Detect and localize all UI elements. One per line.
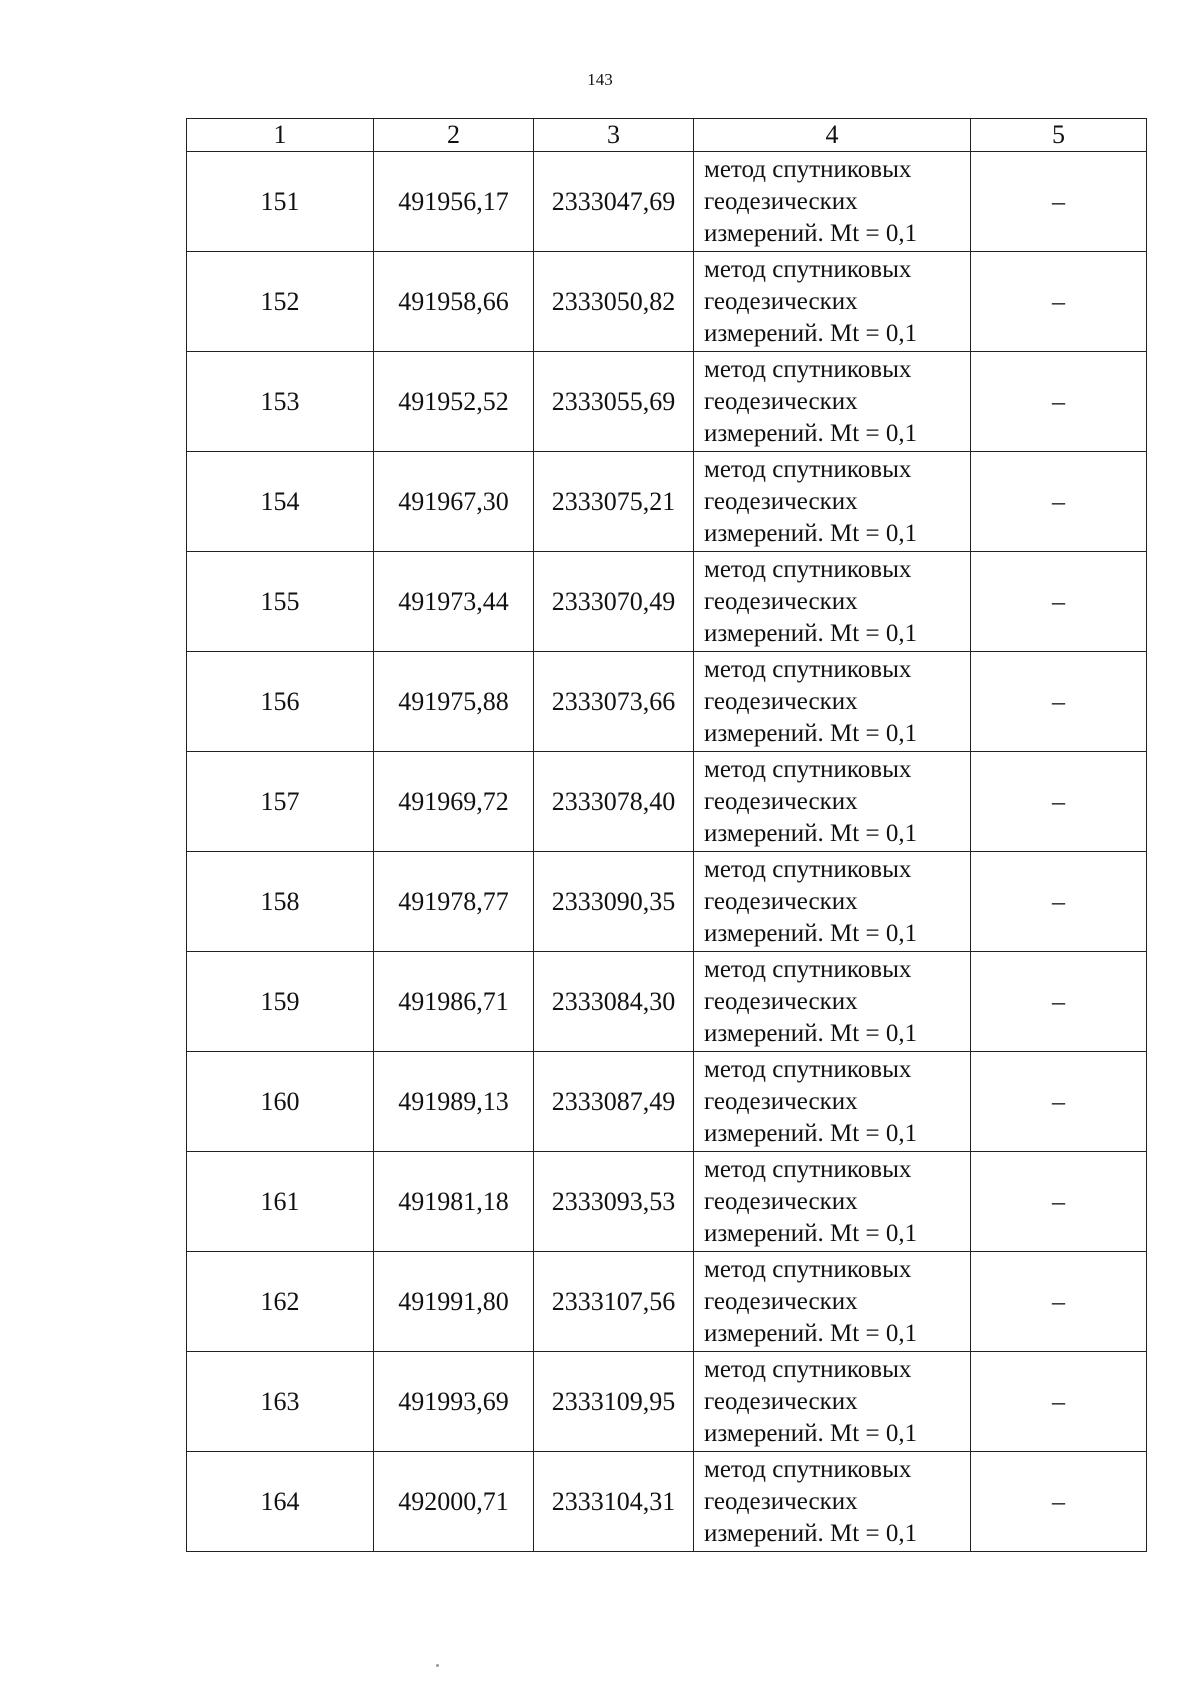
- method-line: измерений. Mt = 0,1: [704, 919, 918, 947]
- method-cell: [694, 1252, 971, 1352]
- x-coordinate-cell: 491952,52: [374, 352, 534, 452]
- x-coordinate-cell: 491993,69: [374, 1352, 534, 1452]
- point-number-cell: 156: [187, 652, 374, 752]
- table-row: [187, 1352, 1147, 1452]
- y-coordinate-cell: 2333109,95: [534, 1352, 694, 1452]
- note-cell: –: [971, 1052, 1147, 1152]
- method-cell: [694, 352, 971, 452]
- method-line: геодезических: [704, 387, 858, 415]
- method-line: измерений. Mt = 0,1: [704, 1019, 918, 1047]
- table-row: [187, 552, 1147, 652]
- table-row: [187, 452, 1147, 552]
- y-coordinate-cell: 2333093,53: [534, 1152, 694, 1252]
- x-coordinate-cell: 491989,13: [374, 1052, 534, 1152]
- y-coordinate-cell: 2333073,66: [534, 652, 694, 752]
- table-row: [187, 952, 1147, 1052]
- method-line: метод спутниковых: [704, 855, 912, 883]
- table-row: [187, 1452, 1147, 1552]
- note-cell: –: [971, 452, 1147, 552]
- y-coordinate-cell: 2333107,56: [534, 1252, 694, 1352]
- method-cell: [694, 152, 971, 252]
- method-line: метод спутниковых: [704, 755, 912, 783]
- y-coordinate-cell: 2333087,49: [534, 1052, 694, 1152]
- x-coordinate-cell: 491981,18: [374, 1152, 534, 1252]
- y-coordinate-cell: 2333070,49: [534, 552, 694, 652]
- point-number-cell: 155: [187, 552, 374, 652]
- method-cell: [694, 952, 971, 1052]
- header-row: [187, 119, 1147, 152]
- method-cell: [694, 452, 971, 552]
- header-col-5: 5: [971, 119, 1147, 152]
- method-line: геодезических: [704, 287, 858, 315]
- method-cell: [694, 852, 971, 952]
- method-line: метод спутниковых: [704, 155, 912, 183]
- x-coordinate-cell: 492000,71: [374, 1452, 534, 1552]
- table-row: [187, 1052, 1147, 1152]
- method-line: геодезических: [704, 1287, 858, 1315]
- coordinates-table: [186, 118, 1147, 1552]
- method-line: геодезических: [704, 487, 858, 515]
- point-number-cell: 153: [187, 352, 374, 452]
- scan-speck: [436, 1664, 439, 1667]
- point-number-cell: 152: [187, 252, 374, 352]
- method-line: метод спутниковых: [704, 1155, 912, 1183]
- method-line: измерений. Mt = 0,1: [704, 619, 918, 647]
- table-row: [187, 252, 1147, 352]
- coordinates-table-container: [186, 118, 1146, 1552]
- method-line: измерений. Mt = 0,1: [704, 1319, 918, 1347]
- method-cell: [694, 552, 971, 652]
- note-cell: –: [971, 952, 1147, 1052]
- note-cell: –: [971, 752, 1147, 852]
- method-line: геодезических: [704, 987, 858, 1015]
- method-cell: [694, 252, 971, 352]
- table-row: [187, 1152, 1147, 1252]
- note-cell: –: [971, 252, 1147, 352]
- method-line: измерений. Mt = 0,1: [704, 519, 918, 547]
- method-line: измерений. Mt = 0,1: [704, 1219, 918, 1247]
- method-line: измерений. Mt = 0,1: [704, 319, 918, 347]
- method-line: геодезических: [704, 787, 858, 815]
- method-line: геодезических: [704, 187, 858, 215]
- method-line: метод спутниковых: [704, 555, 912, 583]
- point-number-cell: 163: [187, 1352, 374, 1452]
- y-coordinate-cell: 2333050,82: [534, 252, 694, 352]
- x-coordinate-cell: 491978,77: [374, 852, 534, 952]
- method-line: геодезических: [704, 1187, 858, 1215]
- note-cell: –: [971, 1452, 1147, 1552]
- note-cell: –: [971, 1152, 1147, 1252]
- point-number-cell: 164: [187, 1452, 374, 1552]
- method-cell: [694, 1352, 971, 1452]
- header-col-4: 4: [694, 119, 971, 152]
- method-line: геодезических: [704, 687, 858, 715]
- y-coordinate-cell: 2333055,69: [534, 352, 694, 452]
- method-line: метод спутниковых: [704, 1455, 912, 1483]
- point-number-cell: 151: [187, 152, 374, 252]
- note-cell: –: [971, 352, 1147, 452]
- method-cell: [694, 652, 971, 752]
- x-coordinate-cell: 491958,66: [374, 252, 534, 352]
- point-number-cell: 162: [187, 1252, 374, 1352]
- header-col-1: 1: [187, 119, 374, 152]
- point-number-cell: 154: [187, 452, 374, 552]
- method-cell: [694, 752, 971, 852]
- method-line: геодезических: [704, 1387, 858, 1415]
- x-coordinate-cell: 491956,17: [374, 152, 534, 252]
- method-line: измерений. Mt = 0,1: [704, 719, 918, 747]
- method-line: метод спутниковых: [704, 355, 912, 383]
- x-coordinate-cell: 491969,72: [374, 752, 534, 852]
- note-cell: –: [971, 852, 1147, 952]
- method-line: геодезических: [704, 887, 858, 915]
- y-coordinate-cell: 2333078,40: [534, 752, 694, 852]
- method-line: измерений. Mt = 0,1: [704, 419, 918, 447]
- method-line: измерений. Mt = 0,1: [704, 219, 918, 247]
- table-row: [187, 652, 1147, 752]
- method-line: измерений. Mt = 0,1: [704, 1119, 918, 1147]
- x-coordinate-cell: 491986,71: [374, 952, 534, 1052]
- method-cell: [694, 1452, 971, 1552]
- x-coordinate-cell: 491973,44: [374, 552, 534, 652]
- method-cell: [694, 1152, 971, 1252]
- x-coordinate-cell: 491991,80: [374, 1252, 534, 1352]
- point-number-cell: 161: [187, 1152, 374, 1252]
- method-line: метод спутниковых: [704, 455, 912, 483]
- note-cell: –: [971, 152, 1147, 252]
- x-coordinate-cell: 491975,88: [374, 652, 534, 752]
- note-cell: –: [971, 1252, 1147, 1352]
- table-row: [187, 752, 1147, 852]
- y-coordinate-cell: 2333104,31: [534, 1452, 694, 1552]
- method-line: метод спутниковых: [704, 655, 912, 683]
- y-coordinate-cell: 2333047,69: [534, 152, 694, 252]
- point-number-cell: 157: [187, 752, 374, 852]
- header-col-3: 3: [534, 119, 694, 152]
- header-col-2: 2: [374, 119, 534, 152]
- table-body: [187, 152, 1147, 1552]
- note-cell: –: [971, 1352, 1147, 1452]
- method-line: метод спутниковых: [704, 255, 912, 283]
- x-coordinate-cell: 491967,30: [374, 452, 534, 552]
- method-line: метод спутниковых: [704, 1355, 912, 1383]
- method-line: метод спутниковых: [704, 1055, 912, 1083]
- table-row: [187, 852, 1147, 952]
- table-row: [187, 1252, 1147, 1352]
- method-line: геодезических: [704, 1087, 858, 1115]
- y-coordinate-cell: 2333084,30: [534, 952, 694, 1052]
- point-number-cell: 160: [187, 1052, 374, 1152]
- method-line: геодезических: [704, 1487, 858, 1515]
- method-cell: [694, 1052, 971, 1152]
- point-number-cell: 158: [187, 852, 374, 952]
- table-row: [187, 352, 1147, 452]
- point-number-cell: 159: [187, 952, 374, 1052]
- method-line: измерений. Mt = 0,1: [704, 819, 918, 847]
- table-row: [187, 152, 1147, 252]
- method-line: метод спутниковых: [704, 955, 912, 983]
- method-line: измерений. Mt = 0,1: [704, 1419, 918, 1447]
- note-cell: –: [971, 552, 1147, 652]
- method-line: геодезических: [704, 587, 858, 615]
- method-line: метод спутниковых: [704, 1255, 912, 1283]
- method-line: измерений. Mt = 0,1: [704, 1519, 918, 1547]
- y-coordinate-cell: 2333090,35: [534, 852, 694, 952]
- note-cell: –: [971, 652, 1147, 752]
- y-coordinate-cell: 2333075,21: [534, 452, 694, 552]
- page-number: 143: [587, 70, 613, 89]
